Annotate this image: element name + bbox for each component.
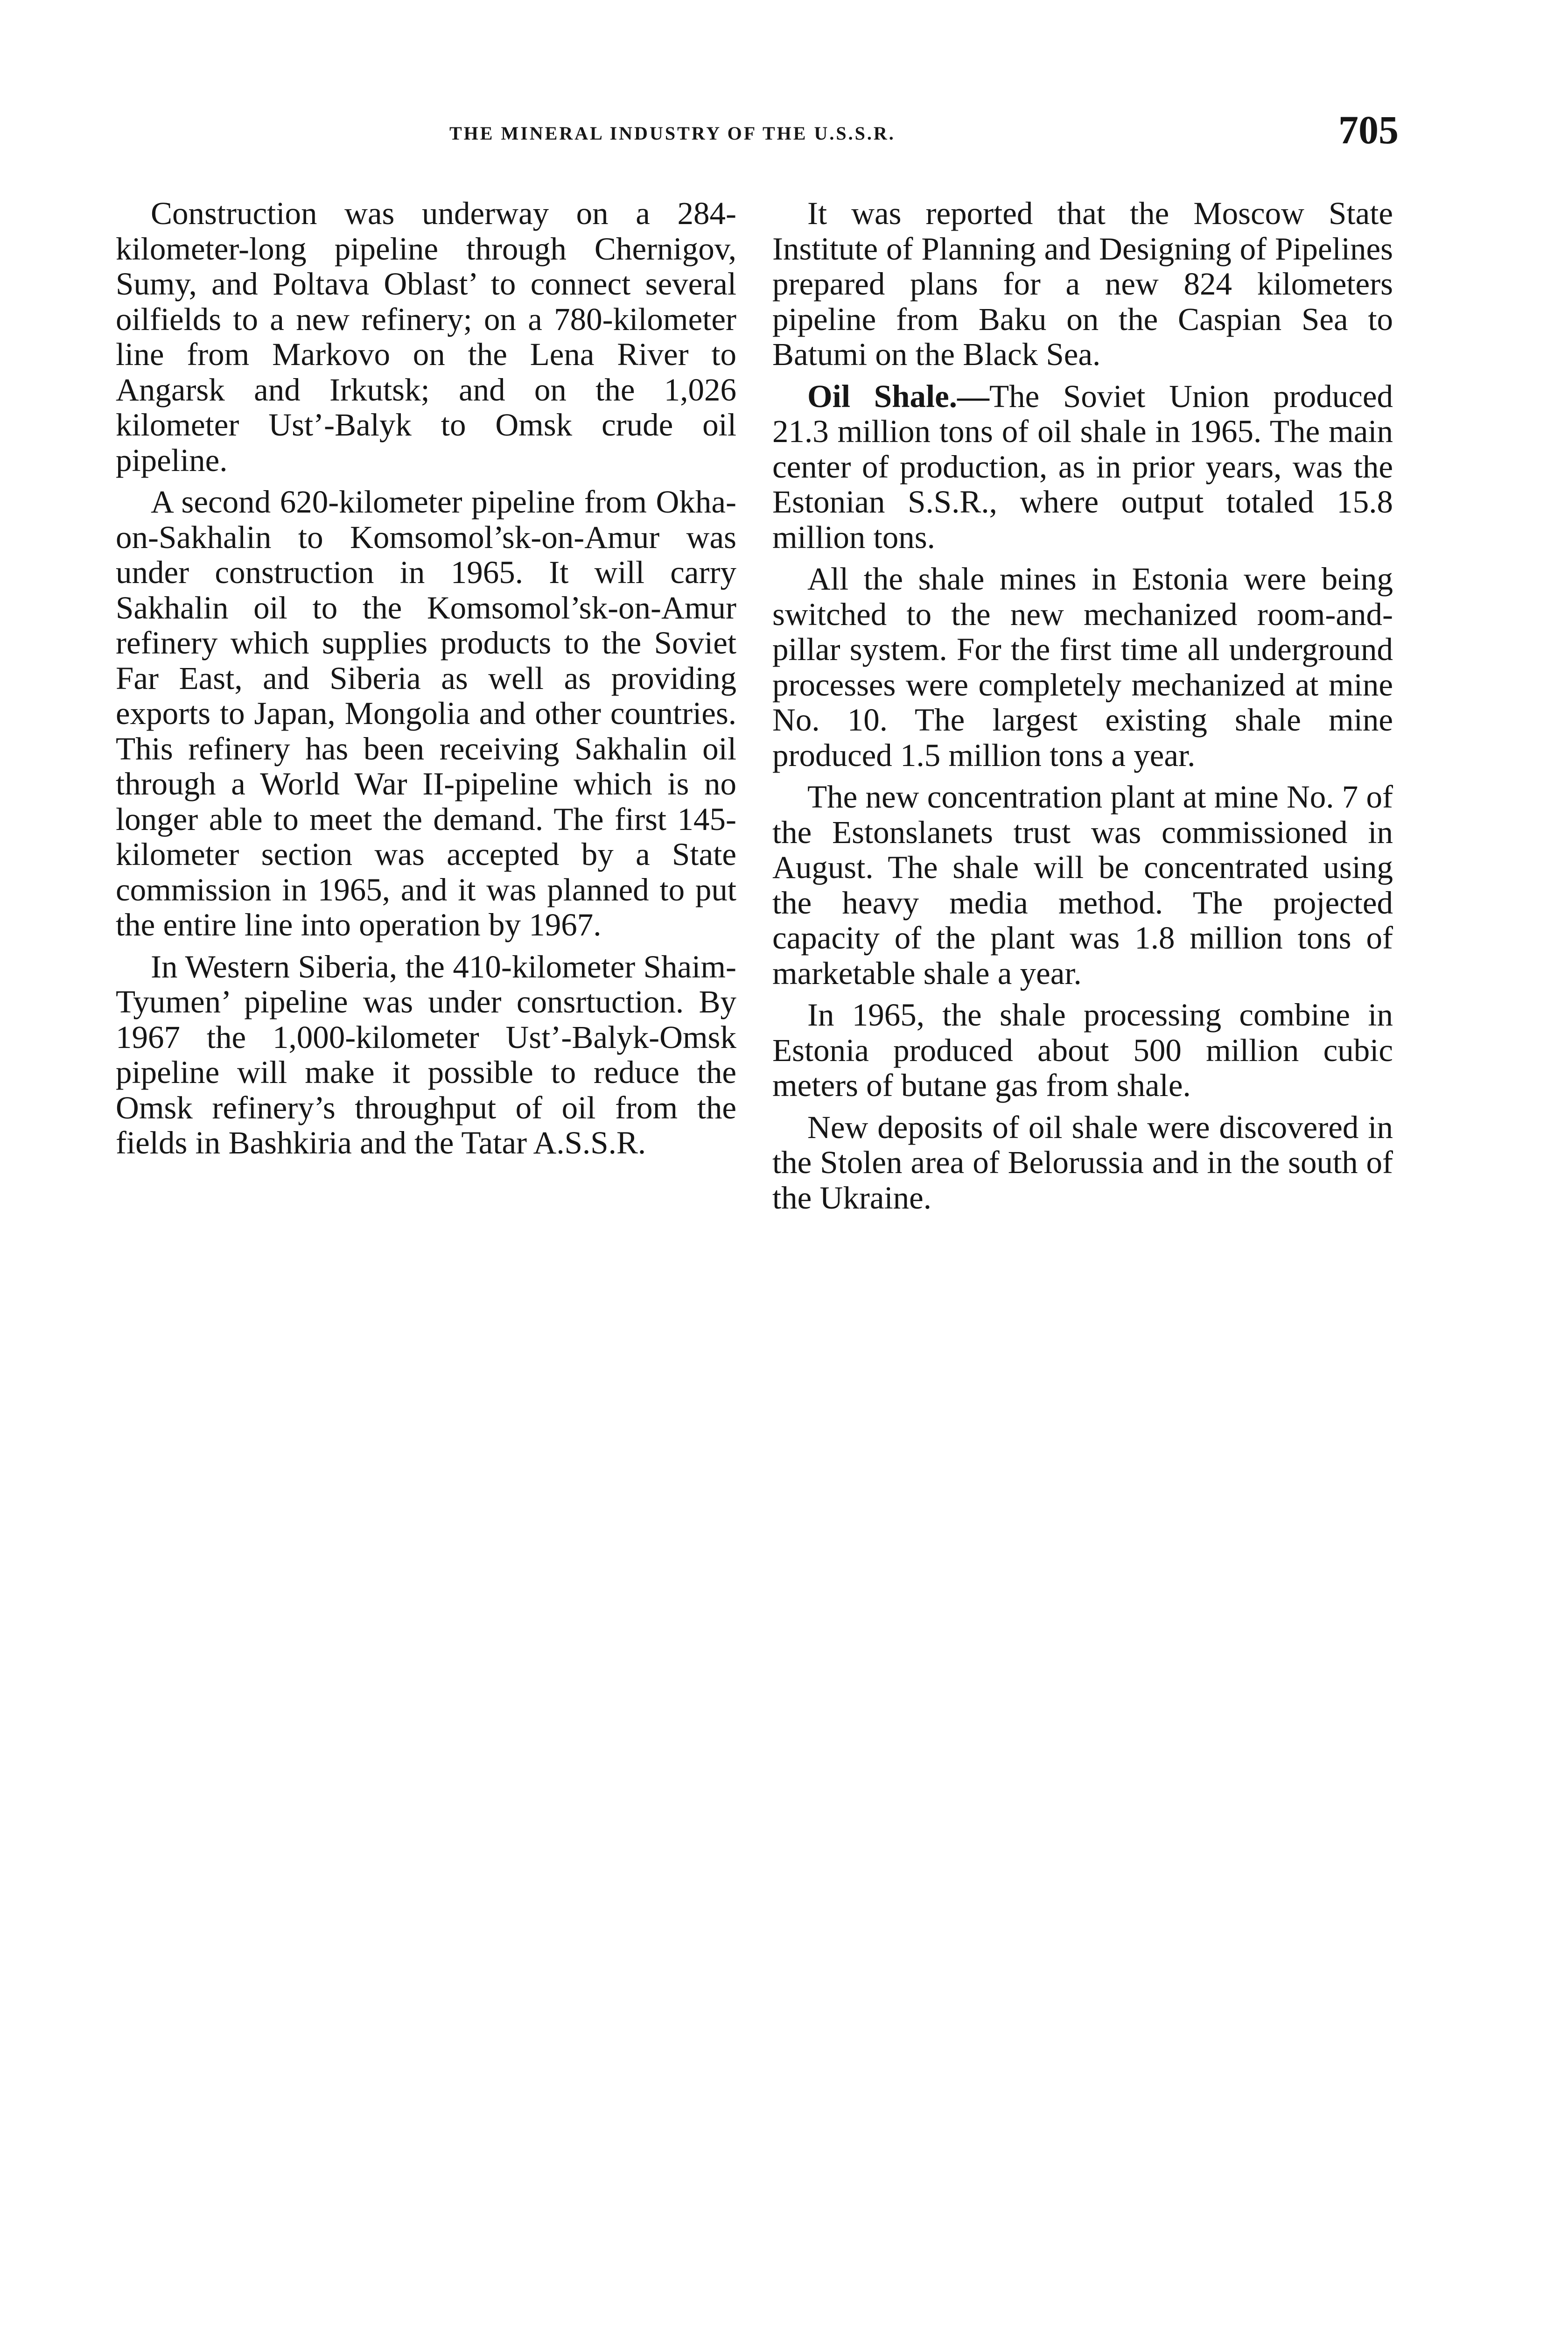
paragraph-sakhalin-pipeline: A second 620-kilometer pipeline from Okha-on-Sakhalin to Komsomol’sk-on-Amur was under construction in 1965. It will carry Sakhalin oil to the Komsomol’sk-on-Amur refinery which supplies products to the Soviet Far East, and Siberia as well as providing exports to Japan, Mongolia and other countries. This refinery has been receiving Sakhalin oil through a World War II-pipeline which is no longer able to meet the demand. The first 145-kilometer section was accepted by a State commission in 1965, and it was planned to put the entire line into operation by 1967.: [116, 484, 736, 942]
paragraph-pipeline-construction: Construction was underway on a 284-kilometer-long pipeline through Chernigov, Sumy, and Poltava Oblast’ to connect several oilfields to a new refinery; on a 780-kilometer line from Markovo on the Lena River to Angarsk and Irkutsk; and on the 1,026 kilometer Ust’-Balyk to Omsk crude oil pipeline.: [116, 196, 736, 478]
paragraph-western-siberia: In Western Siberia, the 410-kilometer Shaim-Tyumen’ pipeline was under consrtuction. By 1967 the 1,000-kilometer Ust’-Balyk-Omsk pipeline will make it possible to reduce the Omsk refinery’s throughput of oil from the fields in Bashkiria and the Tatar A.S.S.R.: [116, 949, 736, 1160]
paragraph-shale-processing: In 1965, the shale processing combine in Estonia produced about 500 million cubic meters of butane gas from shale.: [772, 997, 1393, 1103]
right-column: [772, 196, 1393, 1222]
paragraph-baku-batumi-pipeline: It was reported that the Moscow State Institute of Planning and Designing of Pipelines prepared plans for a new 824 kilometers pipeline from Baku on the Caspian Sea to Batumi on the Black Sea.: [772, 196, 1393, 372]
paragraph-concentration-plant: The new concentration plant at mine No. 7 of the Estonslanets trust was commissioned in August. The shale will be concentrated using the heavy media method. The projected capacity of the plant was 1.8 million tons of marketable shale a year.: [772, 779, 1393, 991]
oil-shale-heading: Oil Shale.—: [807, 378, 990, 414]
oil-shale-body: The Soviet Union produced 21.3 million tons of oil shale in 1965. The main center of production, as in prior years, was the Estonian S.S.R., where output totaled 15.8 million tons.: [772, 378, 1393, 555]
running-head: THE MINERAL INDUSTRY OF THE U.S.S.R.: [449, 123, 896, 144]
left-column: [116, 196, 736, 1167]
paragraph-new-deposits: New deposits of oil shale were discovered in the Stolen area of Belorussia and in the south of the Ukraine.: [772, 1109, 1393, 1216]
page-number: 705: [1338, 107, 1399, 152]
paragraph-shale-mines: All the shale mines in Estonia were being switched to the new mechanized room-and-pillar system. For the first time all underground processes were completely mechanized at mine No. 10. The largest existing shale mine produced 1.5 million tons a year.: [772, 561, 1393, 773]
paragraph-oil-shale: [772, 379, 1393, 555]
